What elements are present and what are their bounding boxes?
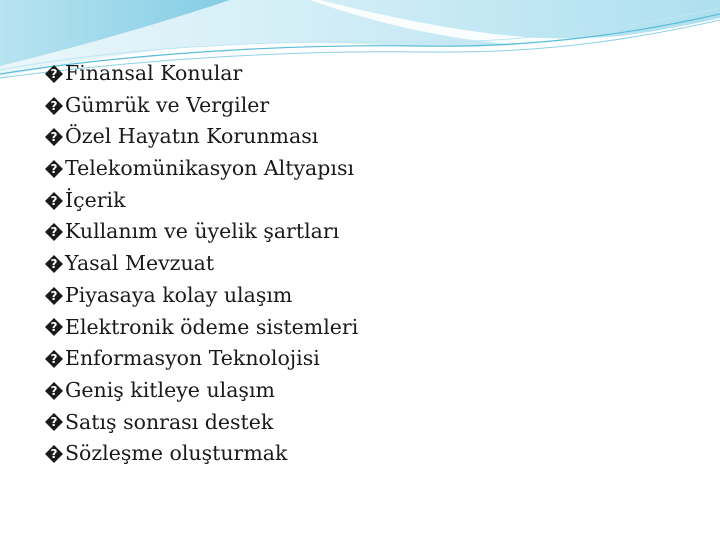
list-item-label: Özel Hayatın Korunması xyxy=(65,124,319,149)
replacement-character-icon xyxy=(44,191,64,211)
list-item xyxy=(44,216,358,248)
svg-text:?: ? xyxy=(50,383,58,398)
list-item-label: Gümrük ve Vergiler xyxy=(65,92,270,117)
list-item-label: Sözleşme oluşturmak xyxy=(65,441,288,466)
list-item-label: İçerik xyxy=(65,187,126,212)
replacement-character-icon xyxy=(44,127,64,147)
list-item xyxy=(44,248,358,280)
replacement-character-icon xyxy=(44,381,64,401)
svg-text:?: ? xyxy=(50,67,58,82)
list-item xyxy=(44,153,358,185)
replacement-character-icon xyxy=(44,317,64,337)
list-item xyxy=(44,343,358,375)
list-item xyxy=(44,280,358,312)
list-item xyxy=(44,375,358,407)
replacement-character-icon xyxy=(44,286,64,306)
replacement-character-icon xyxy=(44,444,64,464)
list-item-label: Telekomünikasyon Altyapısı xyxy=(65,156,355,181)
svg-text:?: ? xyxy=(50,320,58,335)
list-item xyxy=(44,185,358,217)
svg-text:?: ? xyxy=(50,130,58,145)
svg-text:?: ? xyxy=(50,288,58,303)
list-item-label: Satış sonrası destek xyxy=(65,409,274,434)
svg-text:?: ? xyxy=(50,98,58,113)
list-item xyxy=(44,312,358,344)
svg-text:?: ? xyxy=(50,257,58,272)
replacement-character-icon xyxy=(44,96,64,116)
replacement-character-icon xyxy=(44,349,64,369)
list-item xyxy=(44,407,358,439)
svg-text:?: ? xyxy=(50,225,58,240)
svg-text:?: ? xyxy=(50,162,58,177)
list-item-label: Kullanım ve üyelik şartları xyxy=(65,219,340,244)
replacement-character-icon xyxy=(44,254,64,274)
replacement-character-icon xyxy=(44,222,64,242)
list-item-label: Elektronik ödeme sistemleri xyxy=(65,314,359,339)
list-item-label: Enformasyon Teknolojisi xyxy=(65,346,320,371)
list-item xyxy=(44,58,358,90)
svg-text:?: ? xyxy=(50,193,58,208)
list-item xyxy=(44,438,358,470)
list-item-label: Yasal Mevzuat xyxy=(65,251,215,276)
svg-text:?: ? xyxy=(50,447,58,462)
list-item-label: Piyasaya kolay ulaşım xyxy=(65,282,293,307)
list-item-label: Geniş kitleye ulaşım xyxy=(65,377,275,402)
bullet-list xyxy=(44,58,358,470)
svg-text:?: ? xyxy=(50,415,58,430)
list-item-label: Finansal Konular xyxy=(65,61,243,85)
replacement-character-icon xyxy=(44,159,64,179)
list-item xyxy=(44,121,358,153)
list-item xyxy=(44,90,358,122)
replacement-character-icon xyxy=(44,64,64,84)
svg-text:?: ? xyxy=(50,352,58,367)
replacement-character-icon xyxy=(44,412,64,432)
